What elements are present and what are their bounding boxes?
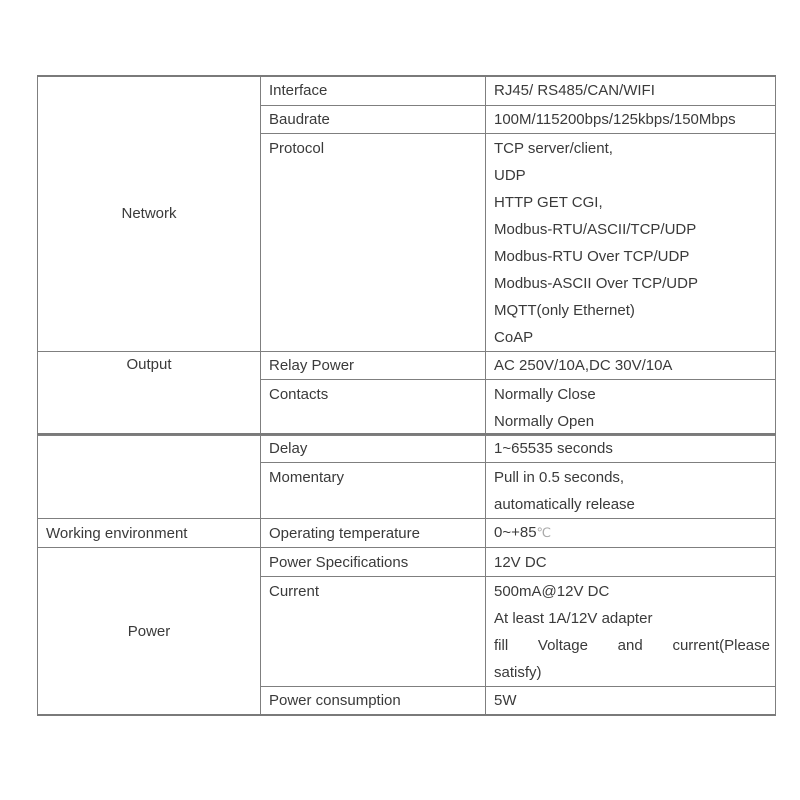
current-line: 500mA@12V DC	[494, 583, 610, 600]
delay-value: 1~65535 seconds	[494, 440, 613, 457]
operating-temperature-value-cell	[486, 519, 776, 548]
interface-value-cell	[486, 76, 776, 105]
table-row	[38, 434, 776, 463]
table-row	[38, 548, 776, 577]
table-row	[38, 351, 776, 379]
protocol-line: Modbus-RTU/ASCII/TCP/UDP	[494, 220, 697, 238]
delay-value-cell	[486, 434, 776, 463]
current-line: satisfy)	[494, 664, 542, 681]
contacts-label: Contacts	[269, 385, 329, 403]
power-specifications-value-cell	[486, 548, 776, 577]
delay-label-cell	[261, 434, 486, 463]
relay-power-value: AC 250V/10A,DC 30V/10A	[494, 356, 673, 374]
operating-temperature-label: Operating temperature	[269, 524, 420, 542]
momentary-value-cell	[486, 463, 776, 519]
protocol-line: UDP	[494, 166, 526, 184]
working-environment-category-cell: Working environment	[38, 519, 261, 548]
contacts-label-cell	[261, 379, 486, 435]
current-value-cell	[486, 577, 776, 687]
protocol-label: Protocol	[269, 139, 325, 157]
power-consumption-value-cell	[486, 687, 776, 716]
contacts-line: Normally Close	[494, 385, 596, 403]
current-line: fill Voltage and current(Please	[494, 637, 770, 654]
power-consumption-label: Power consumption	[269, 692, 401, 709]
power-consumption-label-cell	[261, 687, 486, 716]
output-category-cell: Output	[38, 351, 261, 435]
timing-category-cell	[38, 434, 261, 519]
momentary-label: Momentary	[269, 469, 345, 486]
protocol-line: HTTP GET CGI,	[494, 193, 603, 211]
current-label: Current	[269, 583, 320, 600]
contacts-line: Normally Open	[494, 412, 595, 430]
power-specifications-value: 12V DC	[494, 553, 547, 571]
power-consumption-value: 5W	[494, 692, 517, 709]
power-category-cell: Power	[38, 548, 261, 716]
baudrate-value: 100M/115200bps/125kbps/150Mbps	[494, 110, 736, 128]
operating-temperature-label-cell	[261, 519, 486, 548]
momentary-line: automatically release	[494, 496, 635, 513]
table-row	[38, 519, 776, 548]
protocol-line: MQTT(only Ethernet)	[494, 301, 635, 319]
network-category-cell: Network	[38, 76, 261, 351]
operating-temperature-value	[494, 519, 770, 547]
protocol-label-cell	[261, 133, 486, 351]
celsius-unit: ℃	[536, 526, 552, 541]
protocol-line: TCP server/client,	[494, 139, 613, 157]
relay-power-label-cell	[261, 351, 486, 379]
momentary-label-cell	[261, 463, 486, 519]
relay-power-value-cell	[486, 351, 776, 379]
current-line: At least 1A/12V adapter	[494, 610, 653, 627]
relay-power-label: Relay Power	[269, 356, 355, 374]
momentary-line: Pull in 0.5 seconds,	[494, 469, 625, 486]
power-specifications-label-cell	[261, 548, 486, 577]
temperature-range: 0~+85	[494, 524, 537, 541]
protocol-line: CoAP	[494, 328, 534, 346]
protocol-line: Modbus-ASCII Over TCP/UDP	[494, 274, 698, 292]
table-row	[38, 76, 776, 105]
baudrate-value-cell	[486, 105, 776, 133]
protocol-line: Modbus-RTU Over TCP/UDP	[494, 247, 690, 265]
interface-label-cell	[261, 76, 486, 105]
contacts-value-cell	[486, 379, 776, 435]
baudrate-label: Baudrate	[269, 110, 330, 128]
power-specifications-label: Power Specifications	[269, 553, 409, 571]
spec-table-network-output	[37, 75, 776, 436]
current-label-cell	[261, 577, 486, 687]
delay-label: Delay	[269, 440, 308, 457]
interface-label: Interface	[269, 82, 328, 100]
spec-table-environment-power	[37, 433, 776, 716]
protocol-value-cell	[486, 133, 776, 351]
interface-value: RJ45/ RS485/CAN/WIFI	[494, 82, 655, 100]
baudrate-label-cell	[261, 105, 486, 133]
